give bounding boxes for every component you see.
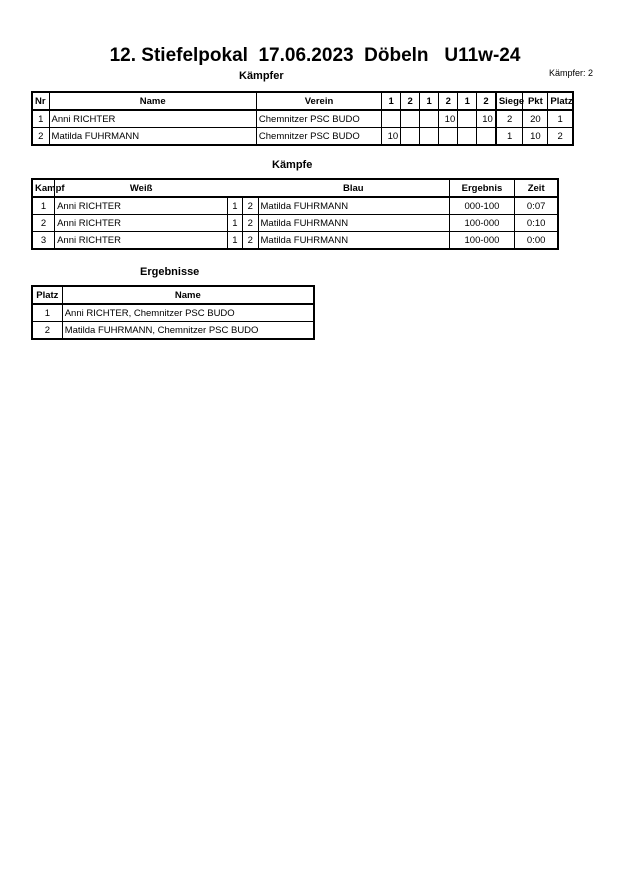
col-blau-nr bbox=[243, 179, 258, 197]
cell-name: Anni RICHTER, Chemnitzer PSC BUDO bbox=[62, 304, 314, 322]
page-title: 12. Stiefelpokal 17.06.2023 Döbeln U11w-24 bbox=[109, 45, 521, 66]
col-kampf: Kampf bbox=[32, 179, 55, 197]
cell-round-6 bbox=[477, 128, 496, 146]
cell-weiss: Anni RICHTER bbox=[55, 215, 228, 232]
fighters-section-title: Kämpfer bbox=[239, 70, 284, 82]
cell-verein: Chemnitzer PSC BUDO bbox=[256, 128, 381, 146]
cell-platz: 1 bbox=[32, 304, 62, 322]
fighters-table bbox=[31, 91, 574, 146]
col-blau: Blau bbox=[258, 179, 449, 197]
cell-ergebnis: 100-000 bbox=[449, 215, 515, 232]
col-round-3: 1 bbox=[420, 92, 439, 110]
cell-platz: 2 bbox=[548, 128, 573, 146]
cell-round-2 bbox=[401, 110, 420, 128]
cell-weiss: Anni RICHTER bbox=[55, 232, 228, 250]
fights-table bbox=[31, 178, 559, 250]
fighters-count: Kämpfer: 2 bbox=[549, 68, 594, 78]
col-weiss: Weiß bbox=[55, 179, 228, 197]
cell-round-3 bbox=[420, 110, 439, 128]
fighters-header-row bbox=[32, 92, 573, 110]
cell-pkt: 10 bbox=[523, 128, 548, 146]
cell-zeit: 0:07 bbox=[515, 197, 558, 215]
cell-siege: 1 bbox=[496, 128, 523, 146]
table-row bbox=[32, 232, 558, 250]
col-platz: Platz bbox=[548, 92, 573, 110]
cell-blau: Matilda FUHRMANN bbox=[258, 215, 449, 232]
cell-ergebnis: 000-100 bbox=[449, 197, 515, 215]
cell-blau-nr: 2 bbox=[243, 232, 258, 250]
cell-zeit: 0:00 bbox=[515, 232, 558, 250]
fights-header-row bbox=[32, 179, 558, 197]
col-round-4: 2 bbox=[439, 92, 458, 110]
cell-weiss-nr: 1 bbox=[227, 232, 242, 250]
col-round-5: 1 bbox=[458, 92, 477, 110]
cell-round-4: 10 bbox=[439, 110, 458, 128]
cell-platz: 2 bbox=[32, 322, 62, 340]
table-row bbox=[32, 215, 558, 232]
cell-name: Anni RICHTER bbox=[49, 110, 256, 128]
cell-zeit: 0:10 bbox=[515, 215, 558, 232]
col-round-6: 2 bbox=[477, 92, 496, 110]
cell-blau: Matilda FUHRMANN bbox=[258, 232, 449, 250]
cell-round-6: 10 bbox=[477, 110, 496, 128]
cell-kampf: 1 bbox=[32, 197, 55, 215]
cell-verein: Chemnitzer PSC BUDO bbox=[256, 110, 381, 128]
col-siege: Siege bbox=[496, 92, 523, 110]
table-row bbox=[32, 110, 573, 128]
col-weiss-nr bbox=[227, 179, 242, 197]
col-round-1: 1 bbox=[382, 92, 401, 110]
col-round-2: 2 bbox=[401, 92, 420, 110]
results-section-title: Ergebnisse bbox=[140, 266, 200, 278]
col-ergebnis: Ergebnis bbox=[449, 179, 515, 197]
cell-blau-nr: 2 bbox=[243, 215, 258, 232]
cell-round-5 bbox=[458, 110, 477, 128]
col-pkt: Pkt bbox=[523, 92, 548, 110]
col-zeit: Zeit bbox=[515, 179, 558, 197]
table-row bbox=[32, 304, 314, 322]
col-verein: Verein bbox=[256, 92, 381, 110]
cell-pkt: 20 bbox=[523, 110, 548, 128]
cell-siege: 2 bbox=[496, 110, 523, 128]
cell-weiss-nr: 1 bbox=[227, 197, 242, 215]
cell-round-1: 10 bbox=[382, 128, 401, 146]
cell-round-1 bbox=[382, 110, 401, 128]
fights-section-title: Kämpfe bbox=[272, 159, 313, 171]
cell-round-5 bbox=[458, 128, 477, 146]
col-name: Name bbox=[49, 92, 256, 110]
results-header-row bbox=[32, 286, 314, 304]
cell-blau-nr: 2 bbox=[243, 197, 258, 215]
cell-round-4 bbox=[439, 128, 458, 146]
col-platz: Platz bbox=[32, 286, 62, 304]
table-row bbox=[32, 128, 573, 146]
cell-round-3 bbox=[420, 128, 439, 146]
cell-name: Matilda FUHRMANN, Chemnitzer PSC BUDO bbox=[62, 322, 314, 340]
cell-nr: 1 bbox=[32, 110, 49, 128]
results-table bbox=[31, 285, 315, 340]
table-row bbox=[32, 197, 558, 215]
cell-weiss: Anni RICHTER bbox=[55, 197, 228, 215]
cell-round-2 bbox=[401, 128, 420, 146]
cell-name: Matilda FUHRMANN bbox=[49, 128, 256, 146]
cell-kampf: 2 bbox=[32, 215, 55, 232]
cell-kampf: 3 bbox=[32, 232, 55, 250]
cell-nr: 2 bbox=[32, 128, 49, 146]
table-row bbox=[32, 322, 314, 340]
col-nr: Nr bbox=[32, 92, 49, 110]
cell-blau: Matilda FUHRMANN bbox=[258, 197, 449, 215]
cell-ergebnis: 100-000 bbox=[449, 232, 515, 250]
col-name: Name bbox=[62, 286, 314, 304]
cell-weiss-nr: 1 bbox=[227, 215, 242, 232]
cell-platz: 1 bbox=[548, 110, 573, 128]
